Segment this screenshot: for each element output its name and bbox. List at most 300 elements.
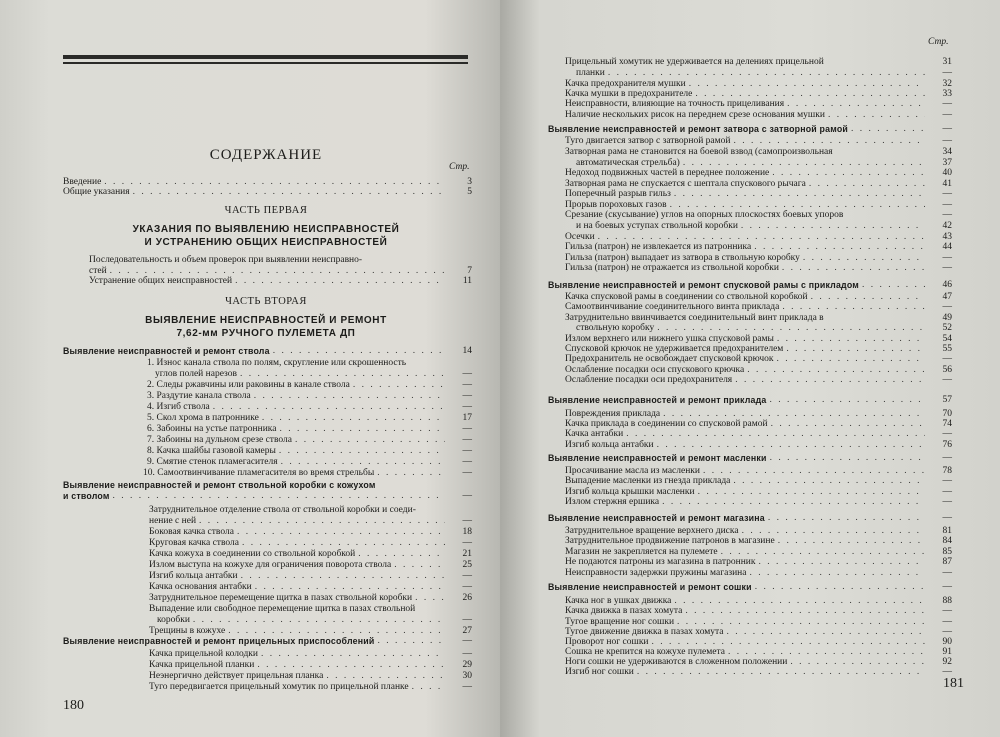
toc-entry-title: Ослабление посадки оси спускового крючка [565,365,745,375]
part-one-heading-line2: И УСТРАНЕНИЮ ОБЩИХ НЕИСПРАВНОСТЕЙ [144,237,388,248]
toc-entry-title: Качка спусковой рамы в соединении со ствольной коробкой [565,292,808,302]
left-toc-entry [149,682,472,693]
left-toc-entry [149,527,472,538]
right-toc-entry [548,395,952,406]
dot-leader [377,468,445,479]
toc-entry-title: Тугое вращение ног сошки [565,617,675,627]
right-toc-entry [565,557,952,568]
toc-entry-title: Изгиб кольца антабки [565,440,654,450]
toc-entry-page: — [462,435,472,445]
toc-entry-title: Тугое движение движка в пазах хомута [565,627,724,637]
toc-entry-title: Предохранитель не освобождает спусковой крючок [565,354,774,364]
toc-entry-title: Самоотвинчивание соединительного винта приклада [565,302,780,312]
toc-entry-title: нение с ней [149,516,197,526]
toc-entry-title: Выявление неисправностей и ремонт магазина [548,513,765,523]
toc-entry-page: 31 [942,57,952,67]
toc-entry-page: 87 [942,557,952,567]
toc-entry-page: — [942,568,952,578]
toc-entry-page: 7 [467,266,472,276]
toc-entry-page: — [942,253,952,263]
toc-entry-title: Неэнергично действует прицельная планка [149,671,324,681]
toc-entry-title: Не подаются патроны из магазина в патронник [565,557,756,567]
toc-entry-title: и стволом [63,491,110,501]
dot-leader [235,276,445,287]
dot-leader [241,571,445,582]
dot-leader [778,536,925,547]
toc-entry-page: 54 [942,334,952,344]
toc-entry-title: ствольную коробку [576,323,655,333]
toc-entry-page: — [462,402,472,412]
toc-entry-page: — [942,513,952,523]
right-toc-entry [565,568,952,579]
toc-entry-title: Качка мушки в предохранителе [565,89,693,99]
toc-entry-title: Затруднительное отделение ствола от ствольной коробки и соеди- [149,505,416,515]
toc-entry-title: Последовательность и объем проверок при выявлении неисправно- [89,255,363,265]
toc-entry-page: 78 [942,466,952,476]
toc-entry-title: Трещины в кожухе [149,626,226,636]
right-toc-entry [565,606,952,617]
left-toc-entry [147,446,472,457]
toc-entry-title: Качка кожуха в соединении со ствольной коробкой [149,549,356,559]
toc-entry-page: 21 [462,549,472,559]
toc-entry-title: Прицельный хомутик не удерживается на делениях прицельной [565,57,824,67]
toc-entry-title: Качка ног в ушках движка [565,596,672,606]
toc-entry-title: Качка предохранителя мушки [565,79,686,89]
top-rule [63,55,468,59]
toc-entry-title: Затруднительно ввинчивается соединительный винт приклада в [565,313,824,323]
toc-entry-page: — [942,476,952,486]
dot-leader [733,476,925,487]
toc-entry-page: 32 [942,79,952,89]
dot-leader [281,457,445,468]
toc-entry-page: 49 [942,313,952,323]
toc-entry-page: 76 [942,440,952,450]
toc-entry-page: 3 [467,177,472,187]
left-toc-entry [147,413,472,424]
toc-entry-page: — [462,380,472,390]
toc-entry-title: Введение [63,177,102,187]
toc-entry-title: 10. Самоотвинчивание пламегасителя во время стрельбы [143,468,375,478]
right-toc-entry [565,497,952,508]
dot-leader [412,682,445,693]
toc-entry-title: автоматическая стрельба) [576,158,680,168]
toc-entry-title: Спусковой крючок не удерживается предохранителем [565,344,784,354]
left-toc-entry [143,468,472,479]
toc-entry-title: Изгиб кольца крышки масленки [565,487,695,497]
toc-entry-title: Осечки [565,232,595,242]
toc-entry-page: — [462,682,472,692]
toc-entry-title: Изгиб ног сошки [565,667,634,677]
toc-entry-page: 85 [942,547,952,557]
left-toc-entry [149,671,472,682]
right-toc-entry [548,280,952,291]
toc-entry-title: Качка прицельной планки [149,660,255,670]
dot-leader [741,221,925,232]
dot-leader [261,649,445,660]
right-toc-entry [565,210,952,221]
right-toc-entry [565,375,952,386]
dot-leader [674,189,925,200]
toc-entry-title: Выявление неисправностей и ремонт спусковой рамы с прикладом [548,280,860,290]
toc-entry-title: Срезание (скусывание) углов на опорных плоскостях боевых упоров [565,210,844,220]
toc-entry-page: — [942,627,952,637]
right-toc-entry [565,110,952,121]
dot-leader [782,263,925,274]
toc-entry-title: Затворная рама не спускается с шептала спускового рычага [565,179,806,189]
dot-leader [295,435,445,446]
toc-entry-page: — [942,263,952,273]
page-column-label: Стр. [449,162,470,172]
toc-entry-page: 52 [942,323,952,333]
left-toc-entry [147,380,472,391]
toc-entry-page: 14 [462,346,472,356]
left-toc-entry [63,636,472,647]
dot-leader [257,660,445,671]
toc-entry-page: — [462,457,472,467]
dot-leader [657,440,925,451]
toc-entry-title: Неисправности, влияющие на точность прицеливания [565,99,785,109]
left-toc-entry [149,582,472,593]
right-toc-entry [565,354,952,365]
dot-leader [758,557,925,568]
dot-leader [735,375,925,386]
toc-entry-page: 47 [942,292,952,302]
toc-entry-title: Гильза (патрон) не отражается из ствольной коробки [565,263,779,273]
toc-entry-page: 46 [942,280,952,290]
toc-entry-page: — [462,571,472,581]
top-rule-thin [63,62,468,64]
toc-entry-title: Затворная рама не становится на боевой взвод (самопроизвольная [565,147,833,157]
toc-entry-page: 44 [942,242,952,252]
left-toc-entry [147,435,472,446]
toc-entry-title: Излом стержня ершика [565,497,660,507]
toc-entry-title: Качка движка в пазах хомута [565,606,683,616]
toc-entry-title: Излом выступа на кожухе для ограничения поворота ствола [149,560,392,570]
toc-entry-title: Затруднительное перемещение щитка в пазах ствольной коробки [149,593,413,603]
toc-entry-page: 57 [942,395,952,405]
dot-leader [662,497,925,508]
left-toc-entry [149,538,472,549]
left-toc-entry [155,369,472,380]
toc-entry-page: — [942,375,952,385]
toc-entry-title: 8. Качка шайбы газовой камеры [147,446,276,456]
toc-entry-title: Неисправности задержки пружины магазина [565,568,747,578]
toc-entry-page: — [942,136,952,146]
toc-entry-title: Выявление неисправностей и ремонт сошки [548,582,752,592]
left-toc-entry [149,571,472,582]
toc-entry-page: 92 [942,657,952,667]
left-toc-entry [149,549,472,560]
right-toc-entry [565,302,952,313]
toc-entry-title: Затруднительное вращение верхнего диска [565,526,739,536]
toc-entry-page: — [942,124,952,134]
toc-entry-title: Изгиб кольца антабки [149,571,238,581]
dot-leader [828,110,925,121]
left-page-number: 180 [63,698,84,713]
dot-leader [734,136,926,147]
part-two-heading-line2: 7,62-мм РУЧНОГО ПУЛЕМЕТА ДП [176,328,356,339]
dot-leader [770,395,925,406]
toc-entry-page: 91 [942,647,952,657]
dot-leader [242,538,445,549]
toc-entry-title: Боковая качка ствола [149,527,234,537]
dot-leader [626,429,925,440]
toc-entry-title: Выпадение или свободное перемещение щитка в пазах ствольной [149,604,416,614]
toc-entry-title: Просачивание масла из масленки [565,466,701,476]
part-one-heading-line1: УКАЗАНИЯ ПО ВЫЯВЛЕНИЮ НЕИСПРАВНОСТЕЙ [132,224,400,235]
left-toc-entry [149,593,472,604]
toc-entry-page: 84 [942,536,952,546]
dot-leader [657,323,925,334]
toc-entry-title: Устранение общих неисправностей [89,276,233,286]
dot-leader [273,346,445,357]
left-toc-entry [147,402,472,413]
toc-entry-title: Общие указания [63,187,130,197]
dot-leader [199,516,445,527]
toc-entry-page: — [462,446,472,456]
toc-entry-page: — [942,189,952,199]
toc-entry-page: — [942,210,952,220]
toc-entry-title: Туго двигается затвор с затворной рамой [565,136,731,146]
left-toc-entry [147,457,472,468]
right-toc-entry [548,513,952,524]
toc-entry-title: Излом верхнего или нижнего ушка спусковой рамы [565,334,774,344]
toc-entry-page: — [942,110,952,120]
left-toc-entry [149,604,472,615]
dot-leader [415,593,445,604]
toc-entry-title: Повреждения приклада [565,409,661,419]
dot-leader [608,68,925,79]
part-two-heading-line1: ВЫЯВЛЕНИЕ НЕИСПРАВНОСТЕЙ И РЕМОНТ [145,315,387,326]
toc-entry-page: 34 [942,147,952,157]
dot-leader [326,671,445,682]
toc-entry-page: 70 [942,409,952,419]
toc-entry-title: Затруднительное продвижение патронов в магазине [565,536,775,546]
toc-entry-page: 81 [942,526,952,536]
toc-entry-page: 33 [942,89,952,99]
toc-entry-page: — [462,636,472,646]
toc-entry-page: — [462,538,472,548]
dot-leader [262,413,445,424]
dot-leader [394,560,445,571]
dot-leader [254,391,445,402]
left-toc-entry [149,516,472,527]
right-toc-entry [548,124,952,135]
toc-entry-page: — [942,667,952,677]
dot-leader [240,369,445,380]
toc-entry-title: Магазин не закрепляется на пулемете [565,547,718,557]
right-toc-entry [565,536,952,547]
toc-entry-page: 43 [942,232,952,242]
toc-entry-title: Проворот ног сошки [565,637,649,647]
toc-entry-page: — [942,302,952,312]
toc-entry-page: — [942,99,952,109]
toc-entry-page: — [462,468,472,478]
toc-entry-page: 11 [462,276,472,286]
toc-entry-title: Качка антабки [565,429,624,439]
left-toc-entry [63,480,472,491]
dot-leader [777,354,925,365]
dot-leader [113,491,445,502]
toc-entry-page: 5 [467,187,472,197]
dot-leader [637,667,925,678]
right-toc-entry [565,440,952,451]
toc-entry-title: Поперечный разрыв гильз [565,189,671,199]
toc-entry-title: 9. Смятие стенок пламегасителя [147,457,278,467]
toc-entry-page: 42 [942,221,952,231]
right-toc-entry [565,57,952,68]
toc-entry-page: — [942,617,952,627]
toc-entry-page: — [462,615,472,625]
toc-entry-page: — [462,391,472,401]
dot-leader [279,424,445,435]
toc-entry-title: Прорыв пороховых газов [565,200,667,210]
right-toc-entry [565,99,952,110]
right-toc-entry [576,221,952,232]
page-column-label: Стр. [928,37,949,47]
toc-entry-page: — [462,516,472,526]
left-toc-entry [149,560,472,571]
toc-entry-title: стей [89,266,107,276]
right-toc-entry [576,323,952,334]
left-toc-entry [63,187,472,198]
toc-entry-title: Выявление неисправностей и ремонт затвора с затворной рамой [548,124,848,134]
toc-entry-title: 4. Изгиб ствола [147,402,210,412]
dot-leader [358,549,445,560]
dot-leader [770,453,925,464]
dot-leader [749,568,925,579]
left-toc-entry [147,358,472,369]
right-page [500,0,1000,737]
toc-entry-title: Выявление неисправностей и ремонт ствола [63,346,270,356]
toc-entry-title: Туго передвигается прицельный хомутик по прицельной планке [149,682,409,692]
toc-entry-title: Круговая качка ствола [149,538,239,548]
toc-entry-page: — [942,487,952,497]
toc-entry-title: Недоход подвижных частей в переднее положение [565,168,770,178]
left-toc-entry [149,505,472,516]
toc-entry-page: 40 [942,168,952,178]
toc-entry-title: углов полей нарезов [155,369,237,379]
toc-entry-title: Выпадение масленки из гнезда приклада [565,476,731,486]
toc-entry-page: 29 [462,660,472,670]
right-toc-entry [548,582,952,593]
left-toc-entry [147,424,472,435]
toc-entry-title: 1. Износ канала ствола по полям, скругление или скрошенность [147,358,407,368]
dot-leader [755,582,925,593]
toc-entry-title: 7. Забоины на дульном срезе ствола [147,435,292,445]
toc-entry-title: 6. Забоины на устье патронника [147,424,277,434]
toc-entry-page: 37 [942,158,952,168]
left-toc-entry [63,491,472,502]
dot-leader [768,513,925,524]
toc-entry-page: 18 [462,527,472,537]
right-toc-entry [565,189,952,200]
dot-leader [772,168,925,179]
toc-entry-title: 3. Раздутие канала ствола [147,391,251,401]
toc-entry-title: Качка основания антабки [149,582,252,592]
toc-entry-page: — [942,200,952,210]
left-toc-entry [89,276,472,287]
toc-entry-title: Гильза (патрон) не извлекается из патронника [565,242,752,252]
dot-leader [193,615,445,626]
part-one-label: ЧАСТЬ ПЕРВАЯ [224,205,308,216]
toc-entry-title: и на боевых уступах ствольной коробки [576,221,738,231]
toc-entry-page: — [462,649,472,659]
toc-entry-title: Качка приклада в соединении со спусковой рамой [565,419,768,429]
toc-entry-page: 88 [942,596,952,606]
contents-title: СОДЕРЖАНИЕ [209,147,323,163]
toc-entry-title: Качка прицельной колодки [149,649,258,659]
right-toc-entry [565,476,952,487]
toc-entry-page: — [462,424,472,434]
right-toc-entry [565,136,952,147]
left-toc-entry [147,391,472,402]
toc-entry-page: — [942,453,952,463]
right-toc-entry [565,667,952,678]
dot-leader [862,280,925,291]
toc-entry-title: Ноги сошки не удерживаются в сложенном положении [565,657,788,667]
toc-entry-title: Сошка не крепится на кожухе пулемета [565,647,725,657]
toc-entry-title: Выявление неисправностей и ремонт масленки [548,453,767,463]
toc-entry-page: 55 [942,344,952,354]
left-toc-entry [157,615,472,626]
right-toc-entry [565,429,952,440]
toc-entry-page: 56 [942,365,952,375]
dot-leader [353,380,445,391]
right-page-number: 181 [943,676,964,691]
dot-leader [754,242,925,253]
toc-entry-title: Выявление неисправностей и ремонт приклада [548,395,767,405]
left-toc-entry [89,255,472,266]
toc-entry-title: 2. Следы ржавчины или раковины в канале ствола [147,380,350,390]
right-toc-entry [565,168,952,179]
toc-entry-page: 17 [462,413,472,423]
right-toc-entry [576,68,952,79]
toc-entry-page: — [942,68,952,78]
dot-leader [377,636,445,647]
toc-entry-page: — [462,582,472,592]
toc-entry-page: — [942,582,952,592]
right-toc-entry [565,263,952,274]
toc-entry-page: 41 [942,179,952,189]
toc-entry-page: 90 [942,637,952,647]
toc-entry-page: — [462,491,472,501]
dot-leader [213,402,445,413]
dot-leader [237,527,445,538]
toc-entry-title: Гильза (патрон) выпадает из затвора в ствольную коробку [565,253,800,263]
toc-entry-title: Выявление неисправностей и ремонт ствольной коробки с кожухом [63,480,376,490]
toc-entry-page: — [942,354,952,364]
toc-entry-page: 74 [942,419,952,429]
toc-entry-title: 5. Скол хрома в патроннике [147,413,259,423]
dot-leader [279,446,445,457]
toc-entry-title: планки [576,68,605,78]
dot-leader [685,606,925,617]
right-toc-entry [548,453,952,464]
left-toc-entry [63,346,472,357]
toc-entry-title: Ослабление посадки оси предохранителя [565,375,733,385]
toc-entry-title: Выявление неисправностей и ремонт прицельных приспособлений [63,636,375,646]
toc-entry-page: 25 [462,560,472,570]
toc-entry-title: коробки [157,615,190,625]
toc-entry-page: — [942,497,952,507]
toc-entry-page: 27 [462,626,472,636]
left-toc-entry [149,660,472,671]
toc-entry-title: Наличие нескольких рисок на переднем срезе основания мушки [565,110,825,120]
right-toc-entry [565,147,952,158]
toc-entry-page: 26 [462,593,472,603]
dot-leader [851,124,925,135]
